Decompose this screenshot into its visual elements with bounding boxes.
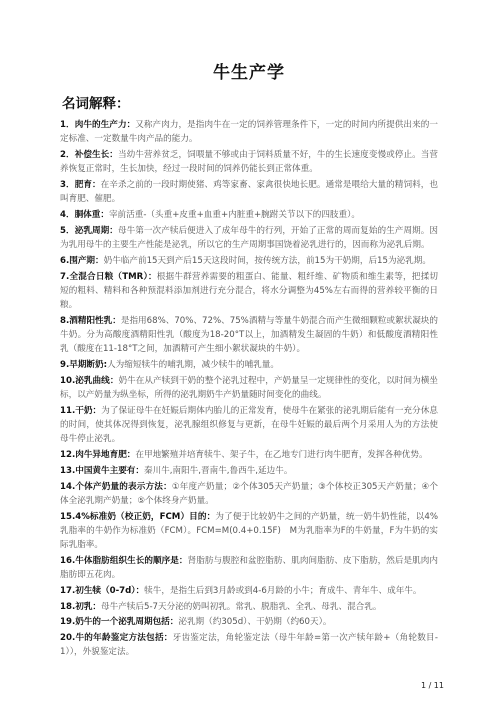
term-definition (60, 448, 438, 462)
term-definition (60, 314, 438, 357)
term-definition (60, 118, 438, 146)
term-definition (60, 148, 438, 176)
term-definition (60, 464, 438, 478)
term-definition (60, 600, 438, 614)
term-label: 5．泌乳周期： (60, 225, 118, 236)
term-label: 6.围产期： (60, 255, 104, 266)
term-label: 7.全混合日粮（TMR）： (60, 271, 157, 282)
term-label: 8.酒精阳性乳： (60, 315, 121, 326)
term-text: 母牛产犊后5-7天分泌的奶叫初乳。常乳、脱脂乳、全乳、母乳、混合乳。 (101, 601, 382, 612)
term-text: 又称产肉力，是指肉牛在一定的饲养管理条件下，一定的时间内所提供出来的一定标准、一定数量牛肉产品的能力。 (60, 120, 438, 145)
term-definition (60, 584, 438, 598)
term-text: 牙齿鉴定法，角轮鉴定法（母牛年龄=第一次产犊年龄+（角轮数目-1）），外貌鉴定法。 (60, 633, 438, 658)
term-text: 奶牛在从产犊到干奶的整个泌乳过程中，产奶量呈一定规律性的变化，以时间为横坐标，以产奶量为纵坐标，所得的泌乳期奶牛产奶量随时间变化的曲线。 (60, 375, 438, 400)
term-text: 是指用68%、70%、72%、75%酒精与等量牛奶混合而产生微细颗粒或絮状凝块的牛奶。分为高酸度酒精阳性乳（酸度为18-20°T以上，加酒精发生凝固的牛奶）和低酸度酒精阳性乳（酸度在11-18°T之间，加酒精可产生细小絮状凝块的牛奶）。 (60, 315, 439, 355)
term-label: 17.初生犊（0-7d）： (60, 585, 145, 596)
term-text: 根据牛群营养需要的粗蛋白、能量、粗纤维、矿物质和维生素等，把揉切短的粗料、精料和各种预混料添加剂进行充分混合，将水分调整为45%左右而得的营养较平衡的日粮。 (60, 271, 438, 310)
term-label: 14.个体产奶量的表示方法： (60, 481, 172, 492)
term-label: 1．肉牛的生产力： (60, 120, 136, 130)
term-label: 12.肉牛异地育肥： (60, 450, 136, 460)
term-text: 为了保证母牛在妊娠后期体内胎儿的正常发育，使母牛在紧张的泌乳期后能有一充分休息的时间，使其体况得到恢复，泌乳腺组织修复与更新，在母牛妊娠的最后两个月采用人为的方法使母牛停止泌乳。 (60, 405, 438, 445)
term-text: 泌乳期（约305d）、干奶期（约60天）。 (178, 617, 332, 628)
term-definition (60, 631, 438, 659)
term-label: 9.早期断奶: (60, 360, 108, 370)
term-label: 15.4%标准奶（校正奶，FCM）目的： (60, 511, 216, 522)
term-definition (60, 554, 438, 582)
page-number: 1 / 11 (420, 681, 444, 690)
term-label: 10.泌乳曲线： (60, 375, 119, 386)
term-label: 4．胴体重： (60, 210, 109, 220)
term-label: 16.牛体脂肪组织生长的顺序是： (60, 555, 188, 566)
term-text: ①年度产奶量；②个体305天产奶量；③个体校正305天产奶量；④个体全泌乳期产奶量；⑤个体终身产奶量。 (60, 481, 438, 506)
term-text: 宰前活重-（头重+皮重+血重+内脏重+腕跗关节以下的四肢重）。 (108, 210, 360, 220)
term-definition (60, 358, 438, 372)
term-label: 3．肥育： (60, 180, 101, 190)
term-definition (60, 404, 438, 447)
term-definition (60, 270, 438, 313)
term-text: 犊牛，是指生后到3月龄或到4-6月龄的小牛；育成牛、青年牛、成年牛。 (144, 585, 422, 596)
term-text: 为了便于比较奶牛之间的产奶量，统一奶牛奶性能，以4%乳脂率的牛奶作为标准奶（FCM）。FCM=M(0.4+0.15F) M为乳脂率为F的牛奶量，F为牛奶的实际乳脂率。 (60, 511, 438, 550)
term-label: 18.初乳： (60, 601, 102, 612)
term-label: 2．补偿生长： (60, 150, 118, 160)
term-text: 人为缩短犊牛的哺乳期，减少犊牛的哺乳量。 (107, 360, 279, 370)
term-definition (60, 254, 438, 268)
document-title: 牛生产学 (213, 63, 285, 83)
term-text: 在辛杀之前的一段时期使猪、鸡等家畜、家禽很快地长肥。通常是喂给大量的精饲料，也叫育肥、催肥。 (60, 180, 438, 205)
term-label: 19.奶牛的一个泌乳周期包括： (60, 617, 179, 628)
term-definition (60, 224, 438, 252)
term-text: 秦川牛,南阳牛,晋南牛,鲁西牛,延边牛。 (143, 465, 293, 476)
term-label: 20.牛的年龄鉴定方法包括： (60, 633, 173, 644)
term-text: 在甲地繁殖并培育犊牛、架子牛，在乙地专门进行肉牛肥育，发挥各种优势。 (135, 450, 428, 460)
term-list (60, 118, 438, 660)
term-definition (60, 510, 438, 553)
term-definition (60, 615, 438, 629)
section-heading: 名词解释： (62, 96, 130, 112)
term-label: 13.中国黄牛主要有： (60, 465, 144, 476)
term-text: 奶牛临产前15天到产后15天这段时间，按传统方法，前15为干奶期，后15为泌乳期。 (103, 255, 431, 266)
term-text: 肾脂肪与腹腔和盆腔脂肪、肌肉间脂肪、皮下脂肪，然后是肌肉内脂肪即五花肉。 (60, 555, 438, 580)
term-definition (60, 208, 438, 222)
term-definition (60, 178, 438, 206)
term-text: 当幼牛营养贫乏，饲喂量不够或由于饲料质量不好，牛的生长速度变慢或停止。当营养恢复正常时，生长加快，经过一段时间的饲养仍能长到正常体重。 (60, 150, 438, 175)
term-definition (60, 374, 438, 402)
term-definition (60, 480, 438, 508)
term-label: 11.干奶： (60, 405, 102, 416)
term-text: 母牛第一次产犊后便进入了成年母牛的行列，开始了正常的周而复始的生产周期。因为乳用母牛的主要生产性能是泌乳，所以它的生产周期事国饶着泌乳进行的，因而称为泌乳后期。 (60, 225, 438, 250)
